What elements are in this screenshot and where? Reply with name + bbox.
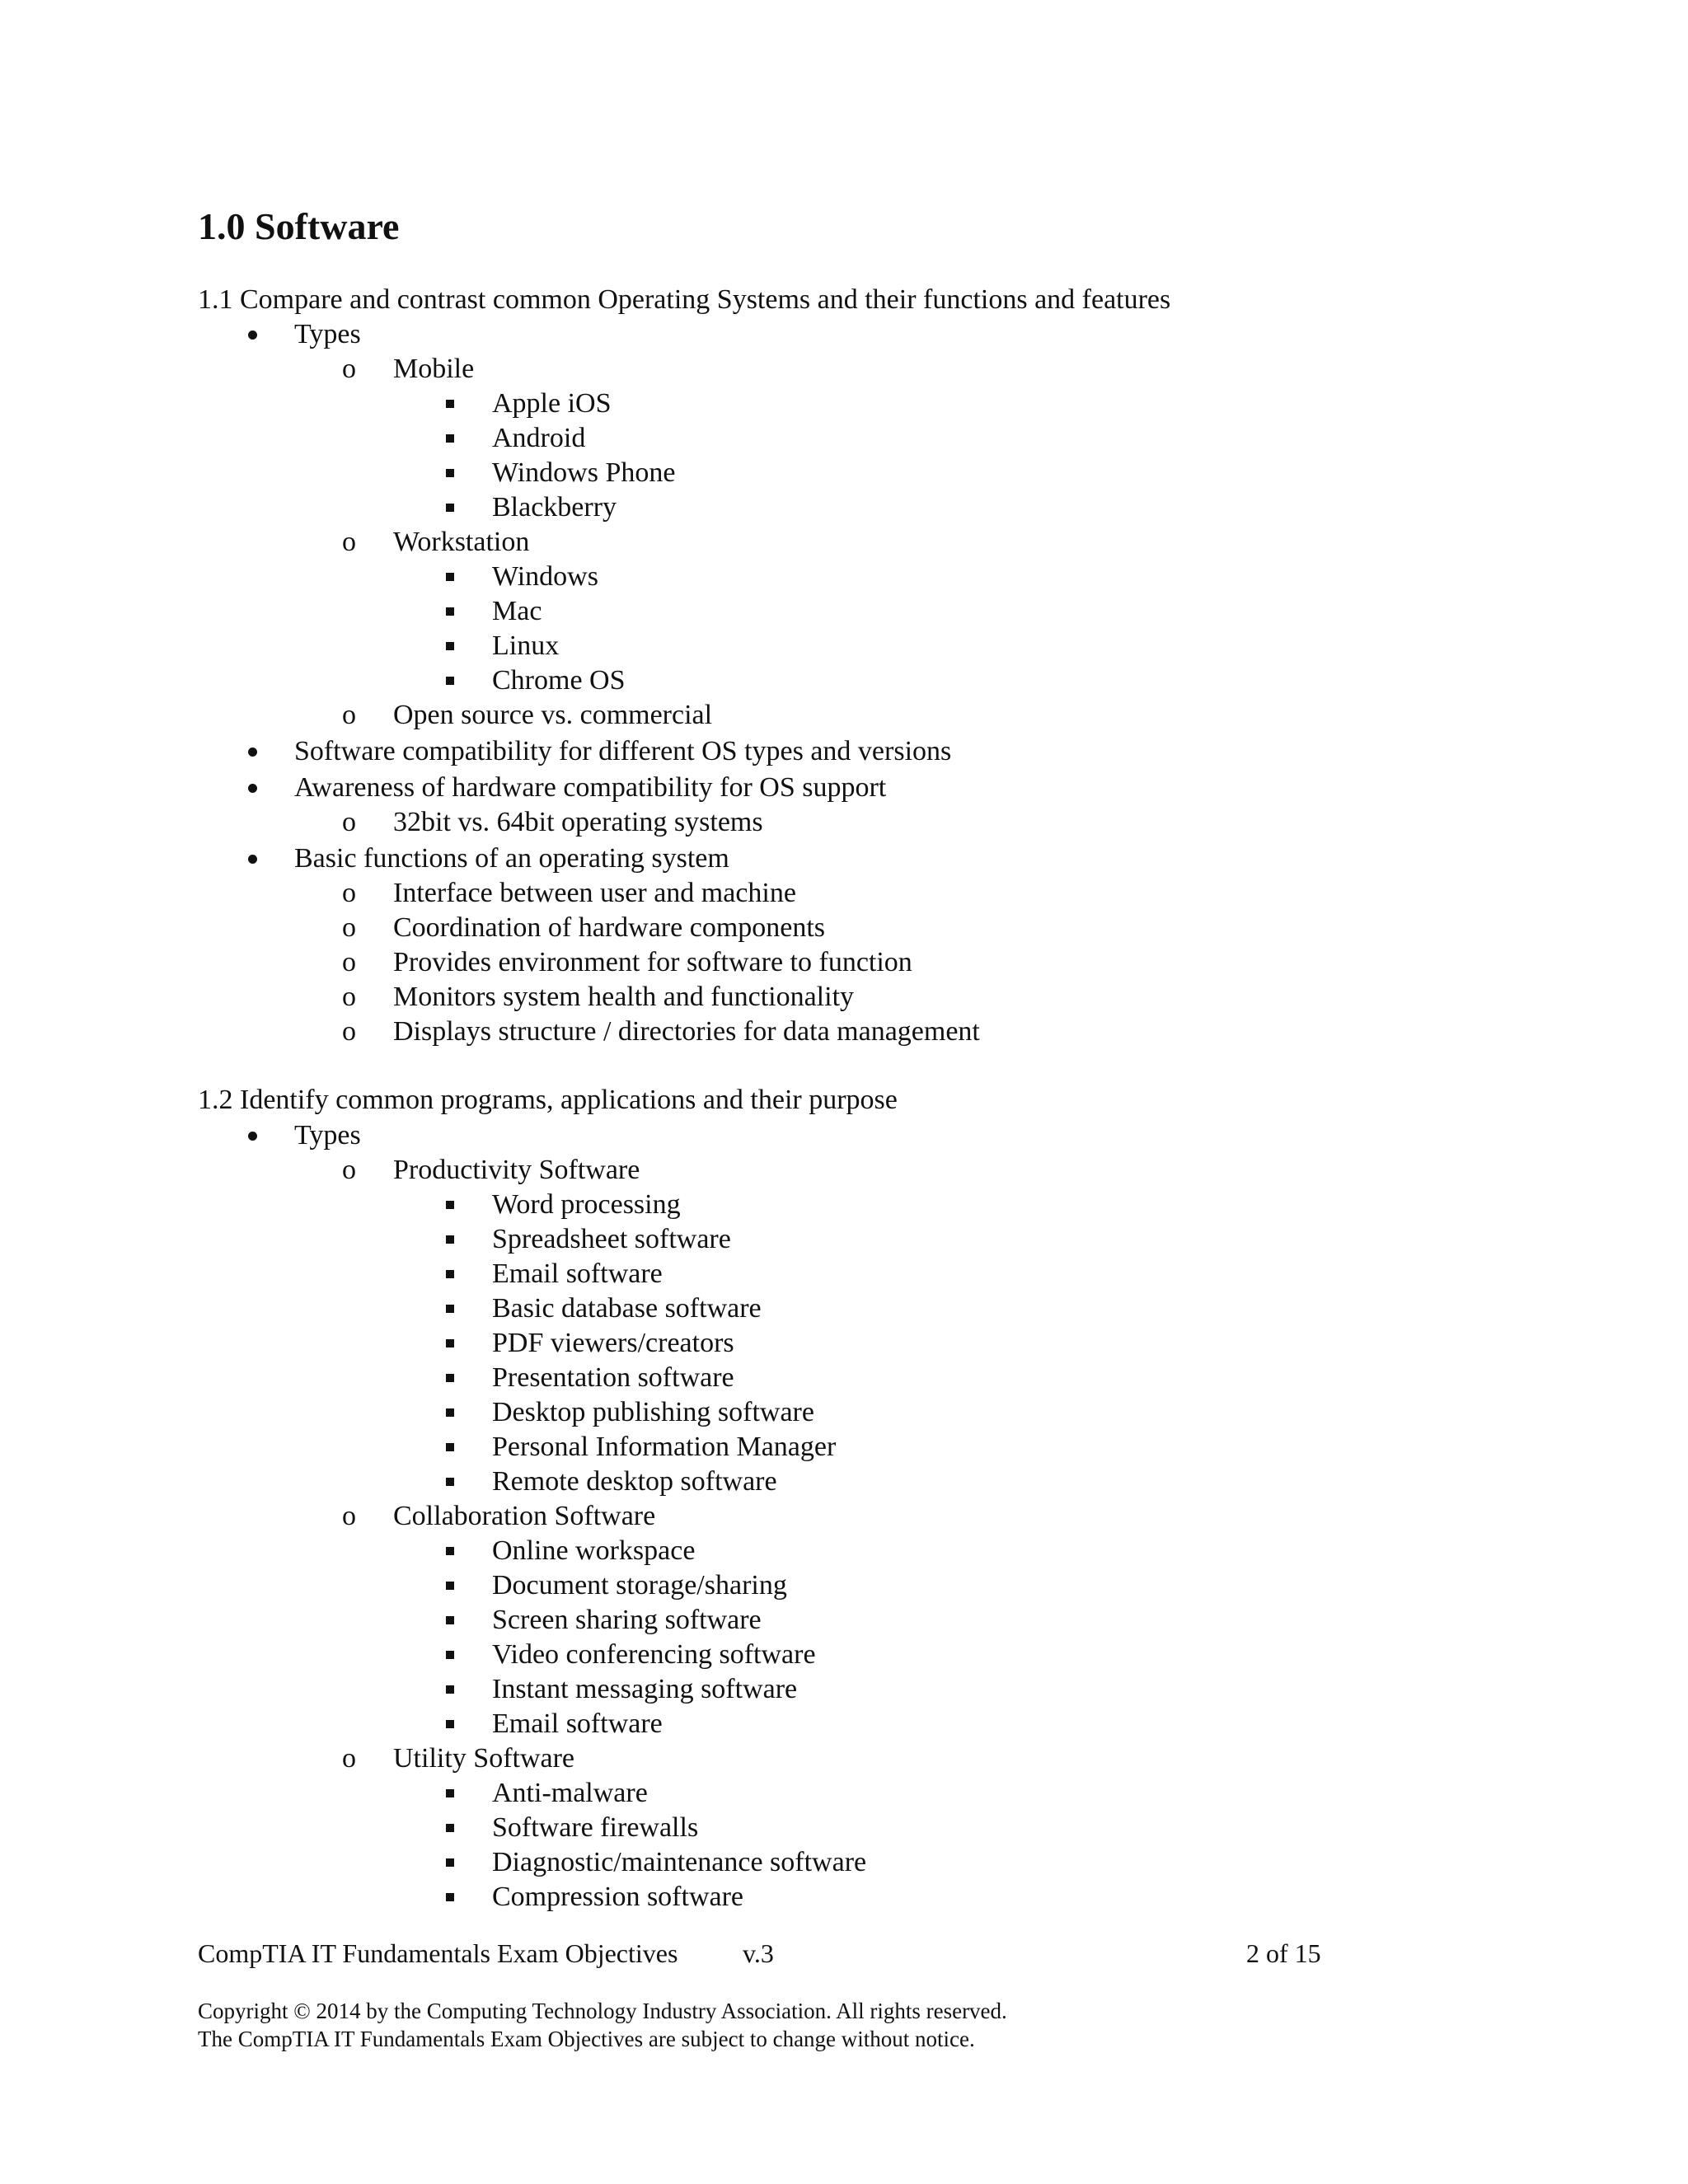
list-item: Personal Information Manager	[492, 1430, 836, 1465]
list-item: Apple iOS	[492, 387, 612, 421]
list-item: o Mobile	[393, 352, 474, 387]
bullet-square	[446, 642, 454, 650]
bullet-square	[446, 1443, 454, 1451]
bullet-square	[446, 1824, 454, 1832]
list-item: Instant messaging software	[492, 1672, 797, 1707]
bullet-disc	[248, 855, 257, 864]
bullet-square	[446, 504, 454, 512]
list-item: Remote desktop software	[492, 1465, 777, 1499]
footer-doc-title: CompTIA IT Fundamentals Exam Objectives	[198, 1938, 678, 1968]
bullet-square	[446, 1685, 454, 1694]
bullet-square	[446, 1339, 454, 1347]
bullet-circle: o	[342, 1743, 356, 1774]
bullet-square	[446, 1789, 454, 1797]
list-item: Desktop publishing software	[492, 1395, 814, 1430]
bullet-square	[446, 1408, 454, 1417]
list-item: Chrome OS	[492, 663, 626, 698]
bullet-circle: o	[342, 878, 356, 908]
footer-version: v.3	[743, 1938, 774, 1968]
bullet-circle: o	[342, 527, 356, 557]
bullet-square	[446, 1201, 454, 1209]
bullet-circle: o	[342, 1016, 356, 1047]
list-item: Linux	[492, 629, 559, 663]
list-item: Android	[492, 421, 585, 456]
list-item: o Coordination of hardware components	[393, 911, 825, 945]
list-item: Windows Phone	[492, 456, 675, 490]
bullet-square	[446, 607, 454, 616]
bullet-square	[446, 1235, 454, 1244]
list-item: o Displays structure / directories for data management	[393, 1015, 980, 1049]
bullet-square	[446, 1651, 454, 1659]
list-item: Presentation software	[492, 1361, 734, 1395]
bullet-disc	[248, 1132, 257, 1141]
list-item: Screen sharing software	[492, 1603, 762, 1638]
bullet-square	[446, 1582, 454, 1590]
list-item: o Productivity Software	[393, 1153, 640, 1188]
list-item: o Interface between user and machine	[393, 876, 796, 911]
list-item: Document storage/sharing	[492, 1568, 787, 1603]
list-item: Anti-malware	[492, 1776, 648, 1811]
objective-1-1-title: 1.1 Compare and contrast common Operating Systems and their functions and features	[198, 284, 1171, 315]
list-item: Mac	[492, 594, 542, 629]
list-item: o Utility Software	[393, 1741, 574, 1776]
change-notice: The CompTIA IT Fundamentals Exam Objectives are subject to change without notice.	[198, 2027, 975, 2051]
bullet-square	[446, 1305, 454, 1313]
bullet-square	[446, 1547, 454, 1555]
list-item: Types	[294, 1118, 361, 1153]
list-item: Email software	[492, 1257, 663, 1291]
footer-page-number: 2 of 15	[1246, 1938, 1321, 1968]
list-item: Basic functions of an operating system	[294, 841, 729, 876]
bullet-circle: o	[342, 354, 356, 384]
objective-1-2-title: 1.2 Identify common programs, applications and their purpose	[198, 1085, 898, 1115]
bullet-disc	[248, 748, 257, 757]
copyright-notice: Copyright © 2014 by the Computing Technology Industry Association. All rights reserved.	[198, 1999, 1007, 2023]
bullet-circle: o	[342, 912, 356, 943]
bullet-square	[446, 1616, 454, 1624]
bullet-circle: o	[342, 1501, 356, 1531]
bullet-square	[446, 469, 454, 477]
list-item: Blackberry	[492, 490, 617, 525]
bullet-circle: o	[342, 947, 356, 977]
list-item: Online workspace	[492, 1534, 695, 1568]
list-item: o Monitors system health and functionality	[393, 980, 854, 1015]
list-item: o Provides environment for software to function	[393, 945, 912, 980]
bullet-circle: o	[342, 700, 356, 730]
list-item: o 32bit vs. 64bit operating systems	[393, 805, 763, 840]
section-heading: 1.0 Software	[198, 205, 400, 247]
list-item: Awareness of hardware compatibility for OS support	[294, 771, 886, 805]
bullet-disc	[248, 784, 257, 793]
bullet-circle: o	[342, 1155, 356, 1185]
bullet-square	[446, 573, 454, 581]
bullet-square	[446, 1858, 454, 1867]
bullet-circle: o	[342, 982, 356, 1012]
bullet-square	[446, 1478, 454, 1486]
bullet-square	[446, 677, 454, 685]
bullet-square	[446, 434, 454, 443]
list-item: o Open source vs. commercial	[393, 698, 712, 733]
list-item: Software compatibility for different OS types and versions	[294, 734, 951, 769]
list-item: Types	[294, 317, 361, 352]
list-item: PDF viewers/creators	[492, 1326, 734, 1361]
list-item: Diagnostic/maintenance software	[492, 1845, 866, 1880]
bullet-disc	[248, 330, 257, 340]
list-item: Windows	[492, 560, 598, 594]
bullet-circle: o	[342, 807, 356, 837]
list-item: Compression software	[492, 1880, 743, 1915]
list-item: Email software	[492, 1707, 663, 1741]
list-item: Video conferencing software	[492, 1638, 816, 1672]
list-item: Word processing	[492, 1188, 681, 1222]
bullet-square	[446, 1270, 454, 1278]
list-item: o Workstation	[393, 525, 529, 560]
list-item: o Collaboration Software	[393, 1499, 655, 1534]
list-item: Spreadsheet software	[492, 1222, 731, 1257]
bullet-square	[446, 1893, 454, 1901]
bullet-square	[446, 1374, 454, 1382]
bullet-square	[446, 400, 454, 408]
bullet-square	[446, 1720, 454, 1728]
list-item: Basic database software	[492, 1291, 762, 1326]
list-item: Software firewalls	[492, 1811, 698, 1845]
